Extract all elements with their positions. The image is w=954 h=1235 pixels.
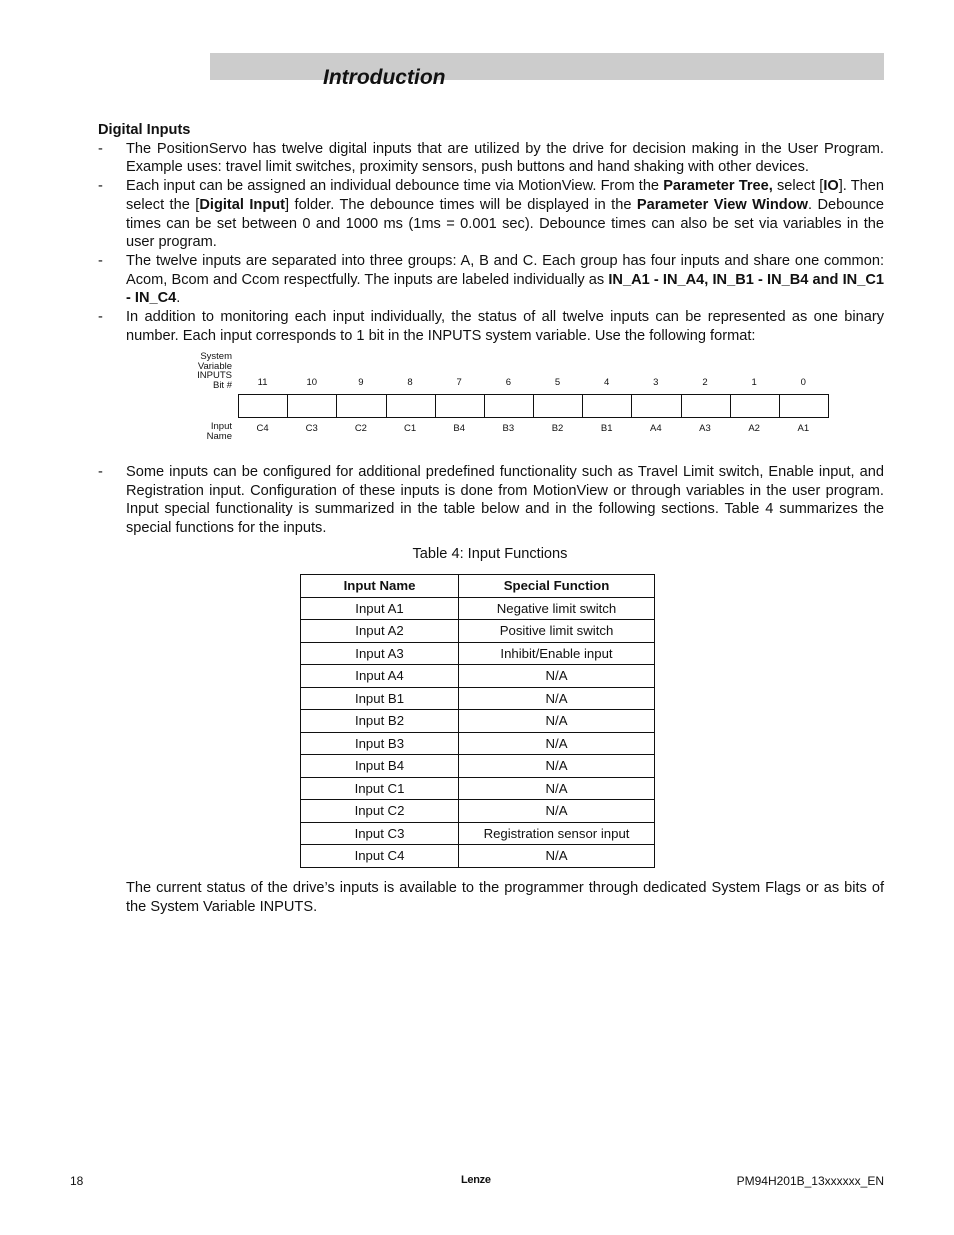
- table-row: [301, 777, 655, 800]
- bullet-text: Some inputs can be configured for additional predefined functionality such as Travel Limit switch, Enable input, and Registration input. Configuration of these inputs is done from MotionView or through variables in the user program. Input special functionality is summarized in the table below and in the following sections. Table 4 summarizes the special functions for the inputs.: [126, 464, 884, 537]
- table-row: [301, 597, 655, 620]
- special-function-cell: N/A: [459, 710, 655, 733]
- table-row: [301, 755, 655, 778]
- label-line: Bit #: [212, 379, 232, 391]
- bold-term: Parameter View Window: [636, 196, 808, 213]
- document-id: PM94H201B_13xxxxxx_EN: [736, 1174, 884, 1188]
- bullet-item: [98, 252, 884, 308]
- bit-cell: [731, 395, 780, 417]
- bit-number: 0: [800, 377, 806, 388]
- input-name-cell: Input A2: [301, 620, 459, 643]
- bit-number: 5: [554, 377, 561, 388]
- special-function-cell: Inhibit/Enable input: [459, 642, 655, 665]
- digital-inputs-section: [98, 120, 884, 345]
- table-row: [301, 642, 655, 665]
- input-name-cell: Input B1: [301, 687, 459, 710]
- bullet-dash: -: [98, 178, 103, 195]
- input-name: A2: [748, 423, 760, 434]
- brand-logo: Lenze: [461, 1174, 491, 1186]
- table-header-row: [301, 575, 655, 598]
- special-function-cell: Positive limit switch: [459, 620, 655, 643]
- page-title: Introduction: [323, 66, 446, 89]
- bit-cell: [337, 395, 386, 417]
- bit-number: 4: [604, 377, 610, 388]
- input-name-label: [184, 422, 232, 441]
- special-function-cell: N/A: [459, 732, 655, 755]
- inputs-bit-diagram: [170, 350, 840, 445]
- column-header: Input Name: [301, 575, 459, 598]
- bold-term: Parameter Tree,: [663, 178, 773, 195]
- column-header: Special Function: [459, 575, 655, 598]
- input-name-cell: Input B3: [301, 732, 459, 755]
- bullet-text: Each input can be assigned an individual debounce time via MotionView. From the: [126, 178, 664, 195]
- bullet-dash: -: [98, 309, 103, 326]
- special-function-cell: N/A: [459, 687, 655, 710]
- input-name: A1: [797, 423, 810, 434]
- bullet-dash: -: [98, 464, 103, 480]
- input-name: B4: [453, 423, 466, 434]
- bit-cell: [387, 395, 436, 417]
- input-functions-table: [300, 574, 655, 868]
- input-name: C4: [256, 423, 269, 434]
- bullet-text: ] folder. The debounce times will be displayed in the: [285, 196, 637, 213]
- bullet-text: In addition to monitoring each input individually, the status of all twelve inputs can be represented as one binary number. Each input corresponds to 1 bit in the INPUTS system variable. Use the following format:: [126, 309, 884, 344]
- bit-cell: [485, 395, 534, 417]
- special-function-cell: N/A: [459, 665, 655, 688]
- input-name: B1: [600, 423, 613, 434]
- input-name: C2: [354, 423, 367, 434]
- input-name-cell: Input C2: [301, 800, 459, 823]
- table-row: [301, 665, 655, 688]
- input-name: A3: [699, 423, 711, 434]
- page-number: 18: [70, 1174, 84, 1188]
- bit-number-label: [184, 352, 232, 390]
- bit-number: 3: [653, 377, 659, 388]
- bit-cell: [288, 395, 337, 417]
- input-name-cell: Input B2: [301, 710, 459, 733]
- bit-cell: [583, 395, 632, 417]
- bullet-dash: -: [98, 140, 103, 157]
- special-functions-section: [98, 463, 884, 538]
- bold-term: IN_A1 - IN_A4, IN_B1 - IN_B4 and IN_C1 - IN_C4: [126, 271, 884, 307]
- bit-cell: [239, 395, 288, 417]
- bit-number: 8: [407, 377, 413, 388]
- bit-cells: [238, 394, 829, 418]
- bit-cell: [780, 395, 828, 417]
- bullet-item: [98, 308, 884, 345]
- input-name-cell: Input A3: [301, 642, 459, 665]
- table-row: [301, 800, 655, 823]
- bullet-text: select [: [772, 178, 824, 195]
- bit-number: 10: [306, 377, 318, 388]
- bit-number: 9: [358, 377, 364, 388]
- input-name-cell: Input A4: [301, 665, 459, 688]
- closing-paragraph: The current status of the drive’s inputs is available to the programmer through dedicated System Flags or as bits of the System Variable INPUTS.: [126, 880, 884, 915]
- label-line: Input: [210, 421, 232, 432]
- table-row: [301, 822, 655, 845]
- special-function-cell: N/A: [459, 755, 655, 778]
- input-names: [238, 423, 828, 434]
- bit-number: 1: [751, 377, 757, 388]
- bullet-item: [98, 140, 884, 177]
- bit-number: 6: [505, 377, 511, 388]
- bit-cell: [682, 395, 731, 417]
- bullet-text: The twelve inputs are separated into three groups: A, B and C. Each group has four inputs and share one common: Acom, Bcom and Ccom respectfully. The inputs are labeled individually as: [126, 252, 884, 288]
- section-heading: Digital Inputs: [98, 122, 191, 138]
- bit-number: 11: [257, 377, 268, 388]
- table-row: [301, 710, 655, 733]
- bullet-text: . Debounce times can be set between 0 and 1000 ms (1ms = 0.001 sec). Debounce times can also be set via variables in the user program.: [126, 196, 884, 251]
- bullet-dash: -: [98, 252, 103, 269]
- header-bar: [210, 53, 884, 80]
- table-row: [301, 732, 655, 755]
- table-row: [301, 620, 655, 643]
- bit-cell: [534, 395, 583, 417]
- bold-term: IO: [823, 178, 839, 195]
- bit-cell: [632, 395, 681, 417]
- bullet-text: The PositionServo has twelve digital inputs that are utilized by the drive for decision making in the User Program. Example uses: travel limit switches, proximity sensors, push buttons and hand shaking with other devices.: [126, 140, 884, 176]
- special-function-cell: Negative limit switch: [459, 597, 655, 620]
- bit-number: 2: [702, 377, 708, 388]
- table-row: [301, 845, 655, 868]
- bullet-item: [98, 463, 884, 538]
- bit-number: 7: [456, 377, 462, 388]
- input-name: B3: [502, 423, 515, 434]
- table-row: [301, 687, 655, 710]
- input-name-cell: Input A1: [301, 597, 459, 620]
- special-function-cell: Registration sensor input: [459, 822, 655, 845]
- bit-cell: [436, 395, 485, 417]
- input-name: A4: [650, 423, 662, 434]
- input-name: C1: [403, 423, 417, 434]
- bullet-item: [98, 177, 884, 252]
- label-line: INPUTS: [197, 370, 232, 381]
- input-name: C3: [305, 423, 318, 434]
- label-line: Name: [206, 430, 232, 442]
- bullet-text: .: [176, 290, 181, 307]
- special-function-cell: N/A: [459, 845, 655, 868]
- label-line: System: [200, 351, 232, 362]
- special-function-cell: N/A: [459, 777, 655, 800]
- bold-term: Digital Input: [199, 196, 286, 213]
- label-line: Variable: [197, 360, 232, 372]
- input-name-cell: Input C1: [301, 777, 459, 800]
- input-name-cell: Input B4: [301, 755, 459, 778]
- input-name: B2: [551, 423, 564, 434]
- input-name-cell: Input C4: [301, 845, 459, 868]
- bit-numbers: [238, 377, 828, 388]
- special-function-cell: N/A: [459, 800, 655, 823]
- table-caption: Table 4: Input Functions: [412, 546, 568, 562]
- bullet-text: ]. Then select the [: [126, 178, 884, 213]
- input-name-cell: Input C3: [301, 822, 459, 845]
